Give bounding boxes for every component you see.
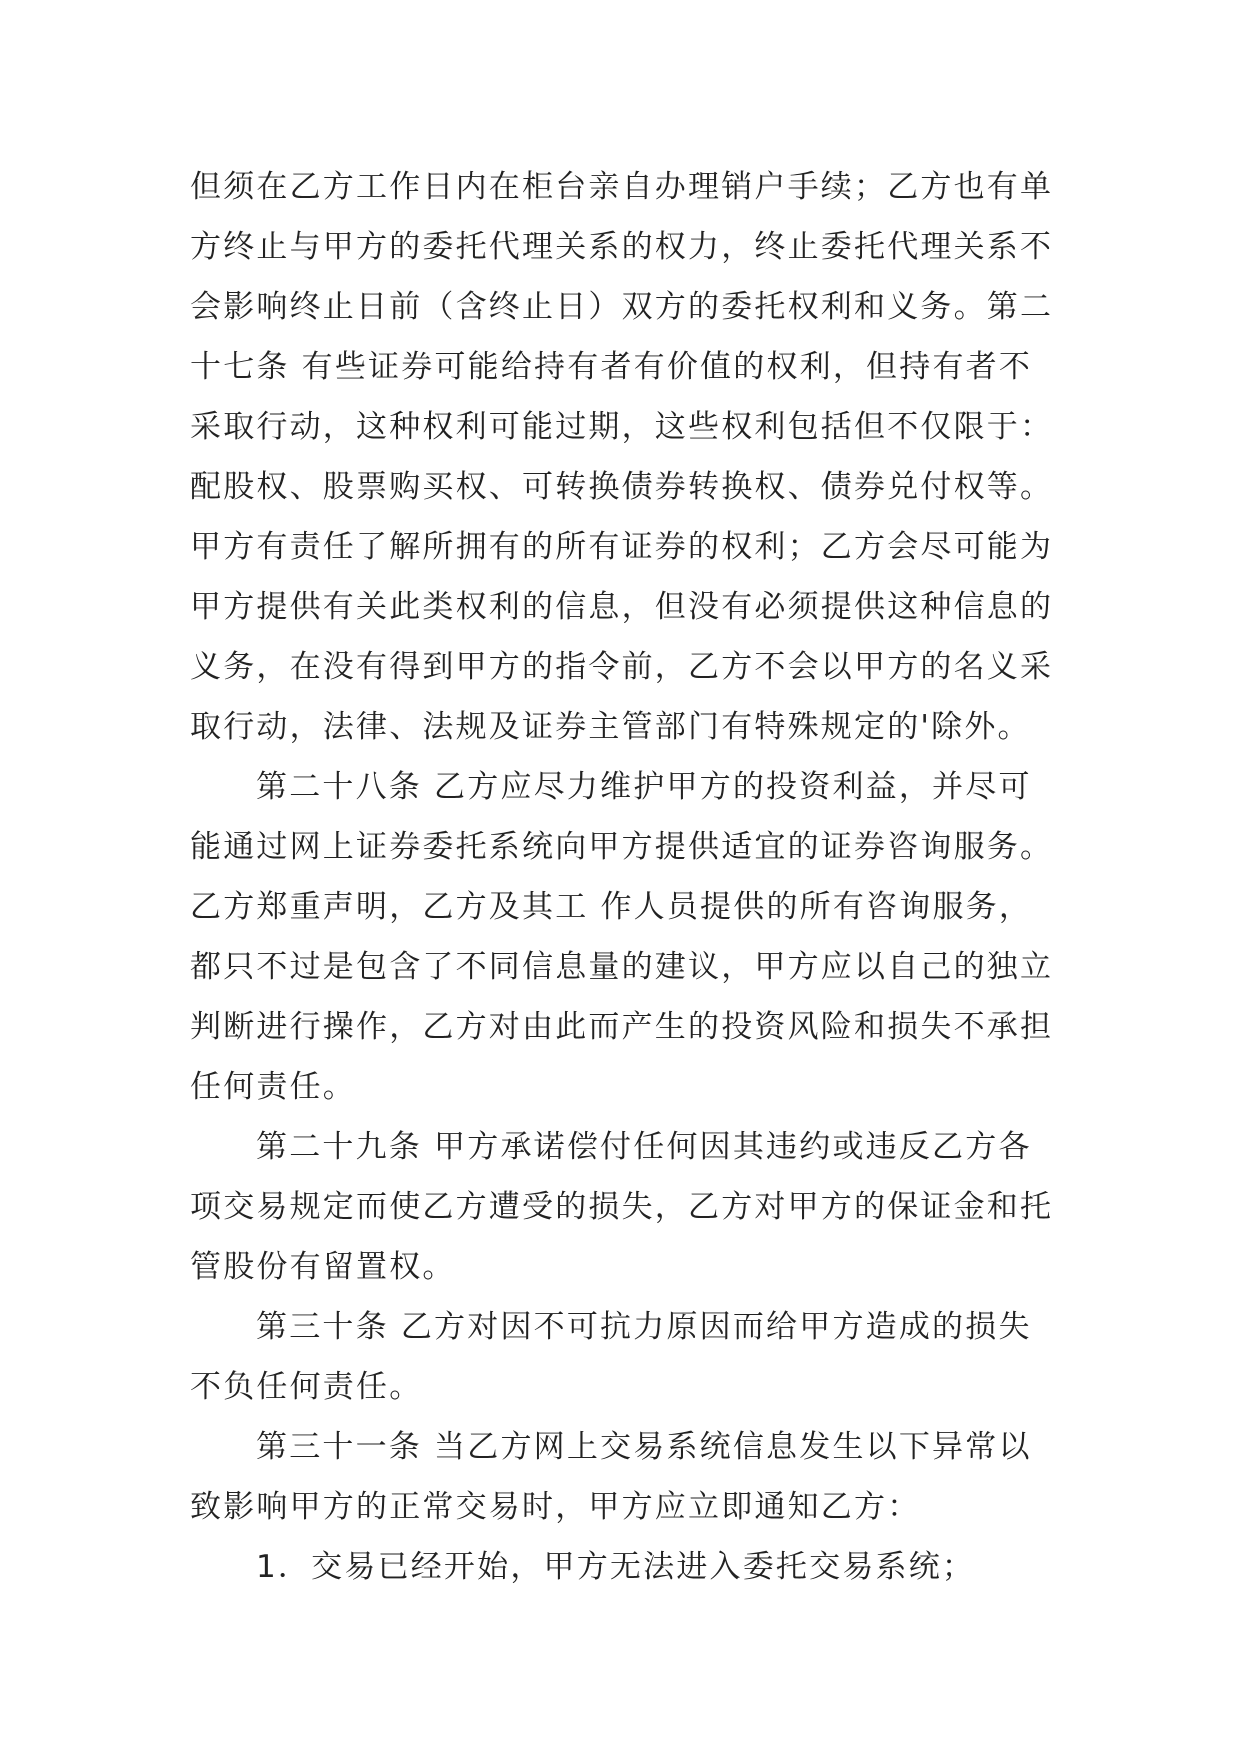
text-line: 致影响甲方的正常交易时，甲方应立即通知乙方： [190,1489,921,1525]
text-line: 会影响终止日前（含终止日）双方的委托权利和义务。第二 [190,289,1054,325]
text-line: 方终止与甲方的委托代理关系的权力，终止委托代理关系不 [190,229,1054,265]
text-line: 取行动，法律、法规及证券主管部门有特殊规定的'除外。 [190,709,1031,745]
text-line: 都只不过是包含了不同信息量的建议，甲方应以自己的独立 [190,949,1054,985]
text-line: 甲方提供有关此类权利的信息，但没有必须提供这种信息的 [190,589,1054,625]
text-line: 配股权、股票购买权、可转换债券转换权、债券兑付权等。 [190,469,1054,505]
document-body [190,157,1070,1597]
text-line: 采取行动，这种权利可能过期，这些权利包括但不仅限于： [190,409,1054,445]
text-line: 甲方有责任了解所拥有的所有证券的权利；乙方会尽可能为 [190,529,1054,565]
text-line: 能通过网上证券委托系统向甲方提供适宜的证券咨询服务。 [190,829,1054,865]
paragraph-start-line: 第三十一条 当乙方网上交易系统信息发生以下异常以 [256,1429,1032,1465]
text-line: 义务，在没有得到甲方的指令前，乙方不会以甲方的名义采 [190,649,1054,685]
text-line: 任何责任。 [190,1069,356,1105]
paragraph-start-line: 第二十八条 乙方应尽力维护甲方的投资利益，并尽可 [256,769,1032,805]
text-line: 判断进行操作，乙方对由此而产生的投资风险和损失不承担 [190,1009,1054,1045]
text-line: 但须在乙方工作日内在柜台亲自办理销户手续；乙方也有单 [190,169,1054,205]
list-item-line: 1．交易已经开始，甲方无法进入委托交易系统； [256,1549,976,1585]
text-line: 管股份有留置权。 [190,1249,456,1285]
text-line: 不负任何责任。 [190,1369,423,1405]
text-line: 十七条 有些证券可能给持有者有价值的权利，但持有者不 [190,349,1033,385]
text-line: 乙方郑重声明，乙方及其工 作人员提供的所有咨询服务， [190,889,1033,925]
paragraph-start-line: 第三十条 乙方对因不可抗力原因而给甲方造成的损失 [256,1309,1032,1345]
paragraph-start-line: 第二十九条 甲方承诺偿付任何因其违约或违反乙方各 [256,1129,1032,1165]
text-line: 项交易规定而使乙方遭受的损失，乙方对甲方的保证金和托 [190,1189,1054,1225]
